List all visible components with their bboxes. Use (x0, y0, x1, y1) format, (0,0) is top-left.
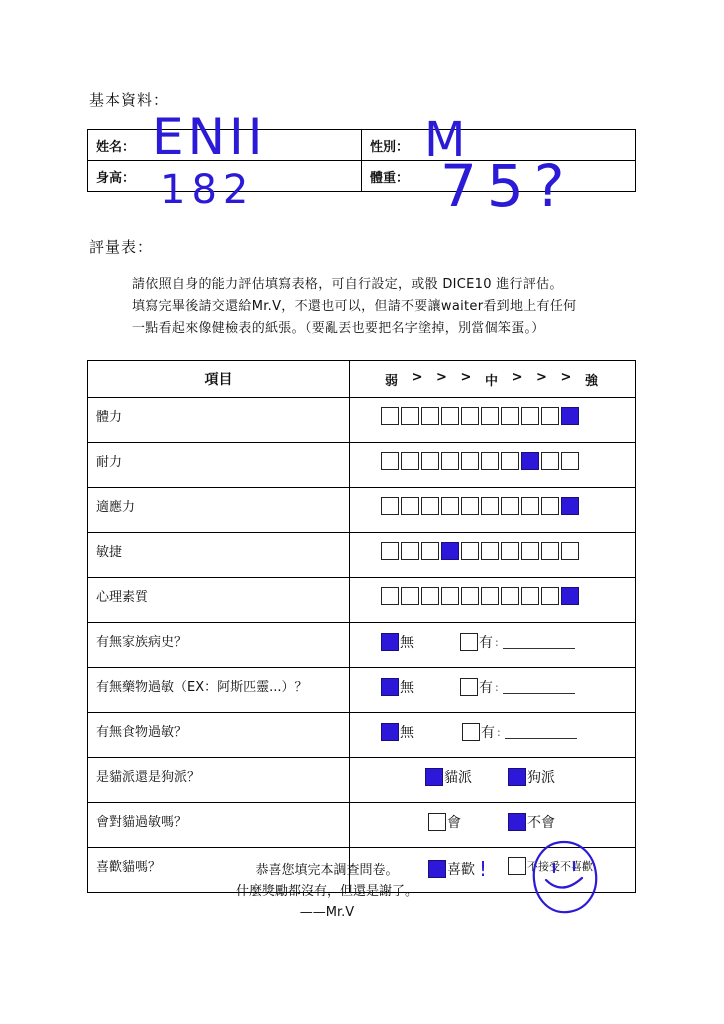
checkbox-checked[interactable] (381, 678, 399, 696)
option-label: 無 (400, 635, 414, 651)
rating-box[interactable] (541, 587, 559, 605)
option-label: 不接受不喜歡 (527, 860, 593, 873)
rating-boxes (381, 587, 579, 605)
rating-mental (350, 578, 636, 623)
evaluation-table (87, 360, 636, 893)
rating-box[interactable] (421, 542, 439, 560)
rating-box[interactable] (461, 542, 479, 560)
rating-stamina (350, 398, 636, 443)
rating-box-checked[interactable] (561, 407, 579, 425)
basic-info-title: 基本資料： (89, 91, 170, 109)
checkbox[interactable] (460, 678, 478, 696)
rating-box[interactable] (441, 497, 459, 515)
question-cat-or-dog: 是貓派還是狗派？ (88, 758, 350, 803)
rating-adaptability (350, 488, 636, 533)
option-label: 有 (481, 725, 495, 741)
rating-box[interactable] (421, 452, 439, 470)
fill-in-line[interactable] (503, 681, 575, 694)
rating-box[interactable] (521, 542, 539, 560)
question-cat-allergy: 會對貓過敏嗎？ (88, 803, 350, 848)
option-no[interactable] (508, 812, 555, 832)
checkbox[interactable] (462, 723, 480, 741)
rating-box[interactable] (501, 542, 519, 560)
option-label: 狗派 (527, 770, 555, 786)
header-scale (350, 361, 636, 398)
option-yes[interactable] (460, 677, 575, 697)
instruction-line: 填寫完畢後請交還給Mr.V，不還也可以，但請不要讓waiter看到地上有任何 (132, 299, 577, 314)
checkbox-checked[interactable] (381, 633, 399, 651)
rating-box[interactable] (501, 497, 519, 515)
handwritten-height: 182 (160, 167, 255, 213)
rating-box[interactable] (401, 542, 419, 560)
option-yes[interactable] (460, 632, 575, 652)
option-label: 會 (447, 815, 461, 831)
rating-box[interactable] (501, 452, 519, 470)
rating-box[interactable] (561, 542, 579, 560)
rating-box[interactable] (441, 452, 459, 470)
option-cat[interactable] (425, 767, 472, 787)
header-item: 項目 (88, 361, 350, 398)
checkbox-checked[interactable] (381, 723, 399, 741)
evaluation-title: 評量表： (89, 238, 154, 256)
smiley-face-icon (528, 838, 602, 918)
rating-box[interactable] (401, 407, 419, 425)
question-food-allergy: 有無食物過敏？ (88, 713, 350, 758)
rating-box[interactable] (521, 407, 539, 425)
height-label: 身高： (88, 161, 362, 192)
rating-box[interactable] (541, 497, 559, 515)
rating-box[interactable] (381, 497, 399, 515)
question-drug-allergy: 有無藥物過敏（EX：阿斯匹靈...）？ (88, 668, 350, 713)
option-no[interactable] (381, 677, 414, 697)
rating-box[interactable] (461, 497, 479, 515)
option-label: 有 (479, 680, 493, 696)
question-family-history: 有無家族病史？ (88, 623, 350, 668)
checkbox[interactable] (428, 813, 446, 831)
rating-box[interactable] (441, 407, 459, 425)
rating-box[interactable] (461, 587, 479, 605)
rating-box[interactable] (481, 452, 499, 470)
colon: : (495, 680, 499, 694)
rating-box[interactable] (501, 587, 519, 605)
rating-box[interactable] (401, 497, 419, 515)
handwritten-name: ENII (152, 108, 267, 166)
rating-box[interactable] (481, 497, 499, 515)
scale-arrow: > (511, 369, 523, 385)
handwritten-gender: M (424, 112, 466, 168)
option-no[interactable] (381, 722, 414, 742)
rating-label-endurance: 耐力 (88, 443, 350, 488)
colon: : (495, 635, 499, 649)
rating-box[interactable] (541, 542, 559, 560)
rating-box[interactable] (501, 407, 519, 425)
rating-boxes (381, 452, 579, 470)
rating-box[interactable] (401, 587, 419, 605)
rating-box-checked[interactable] (441, 542, 459, 560)
checkbox-checked[interactable] (425, 768, 443, 786)
option-label: 無 (400, 680, 414, 696)
fill-in-line[interactable] (503, 636, 575, 649)
rating-box[interactable] (521, 587, 539, 605)
option-label: 有 (479, 635, 493, 651)
rating-box[interactable] (561, 452, 579, 470)
rating-box-checked[interactable] (561, 497, 579, 515)
rating-box[interactable] (521, 497, 539, 515)
scale-arrow: > (436, 369, 447, 385)
footer-signature: ——Mr.V (299, 905, 355, 920)
rating-boxes (381, 407, 579, 425)
option-dog[interactable] (508, 767, 555, 787)
rating-label-agility: 敏捷 (88, 533, 350, 578)
rating-boxes (381, 542, 579, 560)
rating-box[interactable] (421, 497, 439, 515)
rating-endurance (350, 443, 636, 488)
fill-in-line[interactable] (505, 726, 577, 739)
rating-box[interactable] (421, 587, 439, 605)
rating-label-adaptability: 適應力 (88, 488, 350, 533)
rating-box[interactable] (441, 587, 459, 605)
rating-box[interactable] (461, 452, 479, 470)
gender-label: 性別： (362, 130, 636, 161)
scale-arrow: > (460, 369, 472, 385)
rating-box[interactable] (381, 542, 399, 560)
rating-box[interactable] (421, 407, 439, 425)
rating-box[interactable] (541, 407, 559, 425)
rating-label-mental: 心理素質 (88, 578, 350, 623)
option-no[interactable] (381, 632, 414, 652)
scale-mid: 中 (484, 373, 498, 389)
footer-line: 恭喜您填完本調查問卷。 (255, 863, 399, 878)
rating-box[interactable] (381, 587, 399, 605)
rating-box[interactable] (381, 452, 399, 470)
handwritten-exclaim: ! (479, 857, 488, 881)
option-label: 喜歡 (447, 862, 475, 878)
option-yes[interactable] (462, 722, 577, 742)
instructions (132, 274, 576, 340)
weight-label: 體重： (362, 161, 636, 192)
rating-box[interactable] (481, 587, 499, 605)
rating-box-checked[interactable] (561, 587, 579, 605)
rating-box[interactable] (481, 407, 499, 425)
rating-label-stamina: 體力 (88, 398, 350, 443)
checkbox-checked[interactable] (508, 813, 526, 831)
rating-boxes (381, 497, 579, 515)
checkbox[interactable] (460, 633, 478, 651)
scale-arrow: > (411, 369, 423, 385)
option-yes[interactable] (428, 812, 461, 832)
option-label: 貓派 (444, 770, 472, 786)
option-label: 無 (400, 725, 414, 741)
rating-agility (350, 533, 636, 578)
rating-box-checked[interactable] (521, 452, 539, 470)
name-label: 姓名： (88, 130, 362, 161)
checkbox-checked[interactable] (508, 768, 526, 786)
question-like-cats: 喜歡貓嗎？ (88, 848, 350, 893)
colon: : (497, 725, 501, 739)
scale-strong: 強 (584, 373, 598, 389)
handwritten-weight: 75? (440, 152, 575, 220)
rating-box[interactable] (381, 407, 399, 425)
scale-weak: 弱 (385, 373, 399, 389)
option-label: 不會 (527, 815, 555, 831)
instruction-line: 請依照自身的能力評估填寫表格，可自行設定，或骰 DICE10 進行評估。 (132, 277, 563, 292)
rating-box[interactable] (401, 452, 419, 470)
rating-box[interactable] (541, 452, 559, 470)
footer-line: 什麼獎勵都沒有，但還是謝了。 (235, 884, 418, 899)
scale-arrow: > (560, 369, 572, 385)
rating-box[interactable] (461, 407, 479, 425)
scale-arrow: > (536, 369, 547, 385)
footer (0, 860, 724, 923)
rating-box[interactable] (481, 542, 499, 560)
instruction-line: 一點看起來像健檢表的紙張。（要亂丟也要把名字塗掉，別當個笨蛋。） (132, 321, 545, 336)
